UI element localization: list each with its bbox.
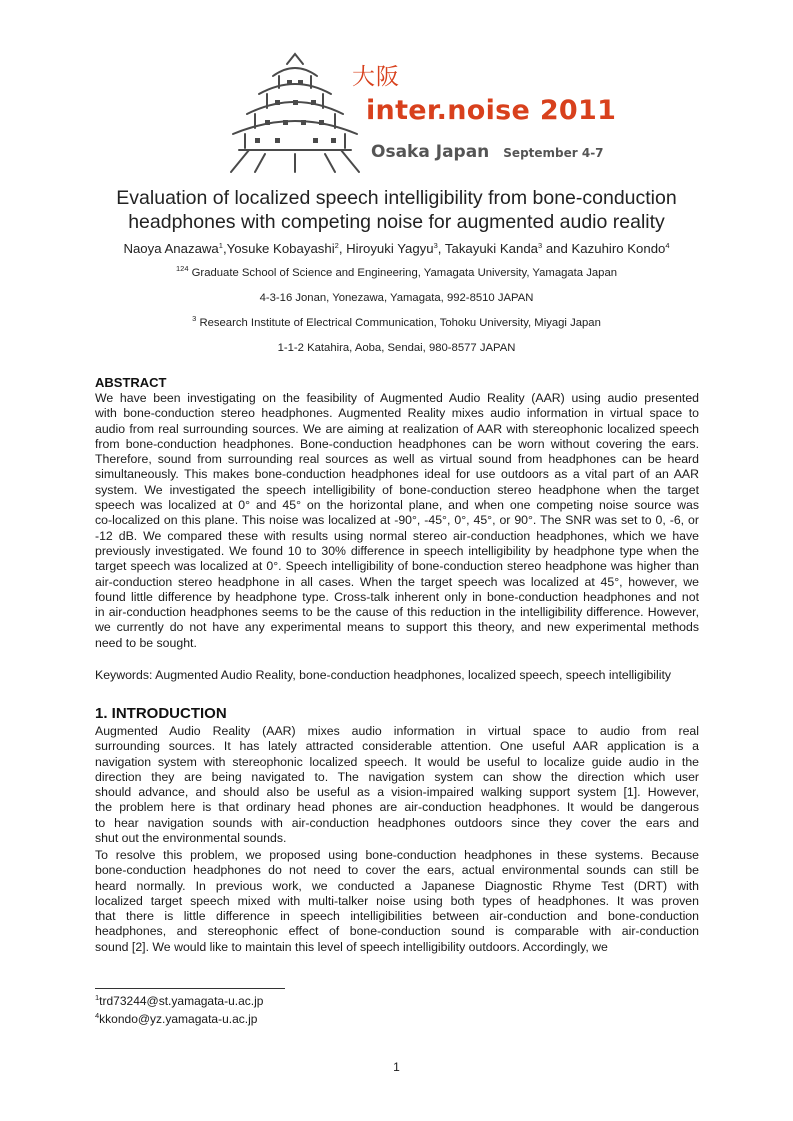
text-line: previously investigated. We found 10 to 30% difference in speech intelligibility by headphone type when the <box>95 543 699 558</box>
text-line: air-conduction stereo headphone in all cases. When the target speech was localized at 45°, however, we <box>95 574 699 589</box>
keywords <box>95 668 671 682</box>
text-line: sound [2]. We would like to maintain this level of speech intelligibility outdoors. Accordingly, we <box>95 939 608 954</box>
logo-place-text: Osaka Japan <box>371 142 490 162</box>
text-line: found little difference by headphone type. Cross-talk inherent only in bone-conduction headphones and not <box>95 589 699 604</box>
text-line: surrounding sources. It has lately attracted considerable attention. One useful AAR application is a <box>95 739 699 754</box>
title-line: Evaluation of localized speech intelligibility from bone-conduction <box>116 187 677 209</box>
abstract-heading: ABSTRACT <box>95 375 167 390</box>
affiliation-text: 4-3-16 Jonan, Yonezawa, Yamagata, 992-8510 JAPAN <box>259 292 534 304</box>
affiliation-sup: 3 <box>192 314 197 323</box>
affiliation-sup: 124 <box>175 264 189 273</box>
footnote <box>95 1012 257 1026</box>
text-line: Augmented Audio Reality (AAR) mixes audio information in virtual space to audio from real <box>95 724 699 738</box>
keywords-text: Augmented Audio Reality, bone-conduction headphones, localized speech, speech intelligibility <box>155 668 672 682</box>
text-line: system. We investigated the speech intelligibility of bone-conduction stereo headphone when the target <box>95 482 699 497</box>
text-line: heard normally. In previous work, we conducted a Japanese Diagnostic Rhyme Test (DRT) with <box>95 878 699 893</box>
logo-dates: September 4-7 <box>503 146 604 160</box>
text-line: the problem here is that ordinary head phones are air-conduction headphones. It would be dangerous <box>95 800 699 815</box>
keywords-label: Keywords: <box>95 668 153 682</box>
footnote-sup: 4 <box>95 1011 100 1020</box>
text-line: speech was localized at 0° and 45° on the horizontal plane, and when one competing noise source was <box>95 498 699 513</box>
author-sup: 3 <box>538 241 543 250</box>
text-line: that there is little difference in speech intelligibilities between air-conduction and bone-conduction <box>95 909 699 924</box>
abstract-body <box>95 391 699 651</box>
text-line: localized target speech mixed with multi-talker noise using both types of headphones. It was proven <box>95 893 699 908</box>
text-line: with bone-conduction stereo headphones. Augmented Reality mixes audio information in virtual space to <box>95 406 699 421</box>
introduction-paragraph-1 <box>95 724 699 846</box>
author-sup: 1 <box>218 241 223 250</box>
title-line: headphones with competing noise for augmented audio reality <box>128 210 665 233</box>
text-line: We have been investigating on the feasibility of Augmented Audio Reality (AAR) using audio presented <box>95 391 699 405</box>
text-line: To resolve this problem, we proposed using bone-conduction headphones in these systems. Because <box>95 848 699 862</box>
affiliation-text: Research Institute of Electrical Communication, Tohoku University, Miyagi Japan <box>199 317 601 329</box>
affiliation-address <box>40 342 753 354</box>
author-sep: and <box>542 241 572 256</box>
author-sup: 3 <box>433 241 438 250</box>
text-line: headphones, and stereophonic effect of bone-conduction sound is comparable with air-conduction <box>95 924 699 939</box>
text-line: target speech was localized at 0°. Speech intelligibility of bone-conduction stereo headphone was higher than <box>95 559 699 574</box>
text-line: co-localized on this plane. This noise was localized at -90°, -45°, 0°, 45°, or 90°. The SNR was set to 0, -6, or <box>95 513 699 528</box>
text-line: to hear navigation sounds with air-conduction headphones outdoors since they cover the ears and <box>95 815 699 830</box>
text-line: audio from real surrounding sources. We are aiming at realization of AAR with stereophonic localized speech <box>95 421 699 436</box>
logo-conference-name: inter.noise 2011 <box>366 95 617 126</box>
text-line: we currently do not have any experimental means to support this theory, and new experimental methods <box>95 620 699 635</box>
affiliation-address <box>40 292 753 304</box>
footnote <box>95 994 263 1008</box>
text-line: need to be sought. <box>95 635 197 650</box>
author-sep: , <box>338 241 347 256</box>
footnote-text: trd73244@st.yamagata-u.ac.jp <box>99 994 264 1008</box>
author-sep: , <box>222 241 227 256</box>
text-line: simultaneously. This makes bone-conduction headphones ideal for use outdoors as a vital part of an AAR <box>95 467 699 482</box>
osaka-castle-icon <box>225 50 365 175</box>
page-number: 1 <box>393 1060 400 1074</box>
introduction-heading: 1. INTRODUCTION <box>95 705 227 722</box>
affiliation <box>40 264 753 279</box>
conference-logo <box>225 50 617 175</box>
footnote-text: kkondo@yz.yamagata-u.ac.jp <box>99 1012 258 1026</box>
text-line: should advance, and should also be useful as a vision-impaired walking support system [1]. However, <box>95 785 699 800</box>
footnote-rule <box>95 988 285 989</box>
author-list <box>40 241 753 256</box>
affiliation <box>40 314 753 329</box>
text-line: navigation system with stereophonic localized speech. It would be useful to localize guide audio in the <box>95 754 699 769</box>
text-line: from bone-conduction headphones. Bone-conduction headphones can be worn without covering the ears. <box>95 436 699 451</box>
text-line: -12 dB. We compared these with results using normal stereo air-conduction headphones, which we have <box>95 528 699 543</box>
author-name: Kazuhiro Kondo <box>571 241 666 256</box>
author-sep: , <box>437 241 445 256</box>
author-name: Naoya Anazawa <box>123 241 219 256</box>
text-line: shut out the environmental sounds. <box>95 831 287 846</box>
logo-japanese-text: 大阪 <box>352 64 400 90</box>
footnote-sup: 1 <box>95 993 100 1002</box>
paper-title <box>90 187 703 234</box>
logo-location <box>371 142 604 162</box>
author-name: Takayuki Kanda <box>444 241 538 256</box>
introduction-paragraph-2 <box>95 848 699 955</box>
author-name: Hiroyuki Yagyu <box>346 241 434 256</box>
affiliation-text: 1-1-2 Katahira, Aoba, Sendai, 980-8577 JAPAN <box>277 342 516 354</box>
author-name: Yosuke Kobayashi <box>226 241 335 256</box>
author-sup: 4 <box>665 241 670 250</box>
text-line: direction they are being navigated to. The navigation system can show the direction which user <box>95 769 699 784</box>
author-sup: 2 <box>334 241 339 250</box>
text-line: in air-conduction headphones seems to be the cause of this reduction in the intelligibility difference. However, <box>95 605 699 620</box>
text-line: Therefore, sound from surrounding real sources as well as virtual sound from headphones can be heard <box>95 452 699 467</box>
affiliation-text: Graduate School of Science and Engineering, Yamagata University, Yamagata Japan <box>191 267 618 279</box>
text-line: bone-conduction headphones do not need to cover the ears, actual environmental sounds can still be <box>95 863 699 878</box>
